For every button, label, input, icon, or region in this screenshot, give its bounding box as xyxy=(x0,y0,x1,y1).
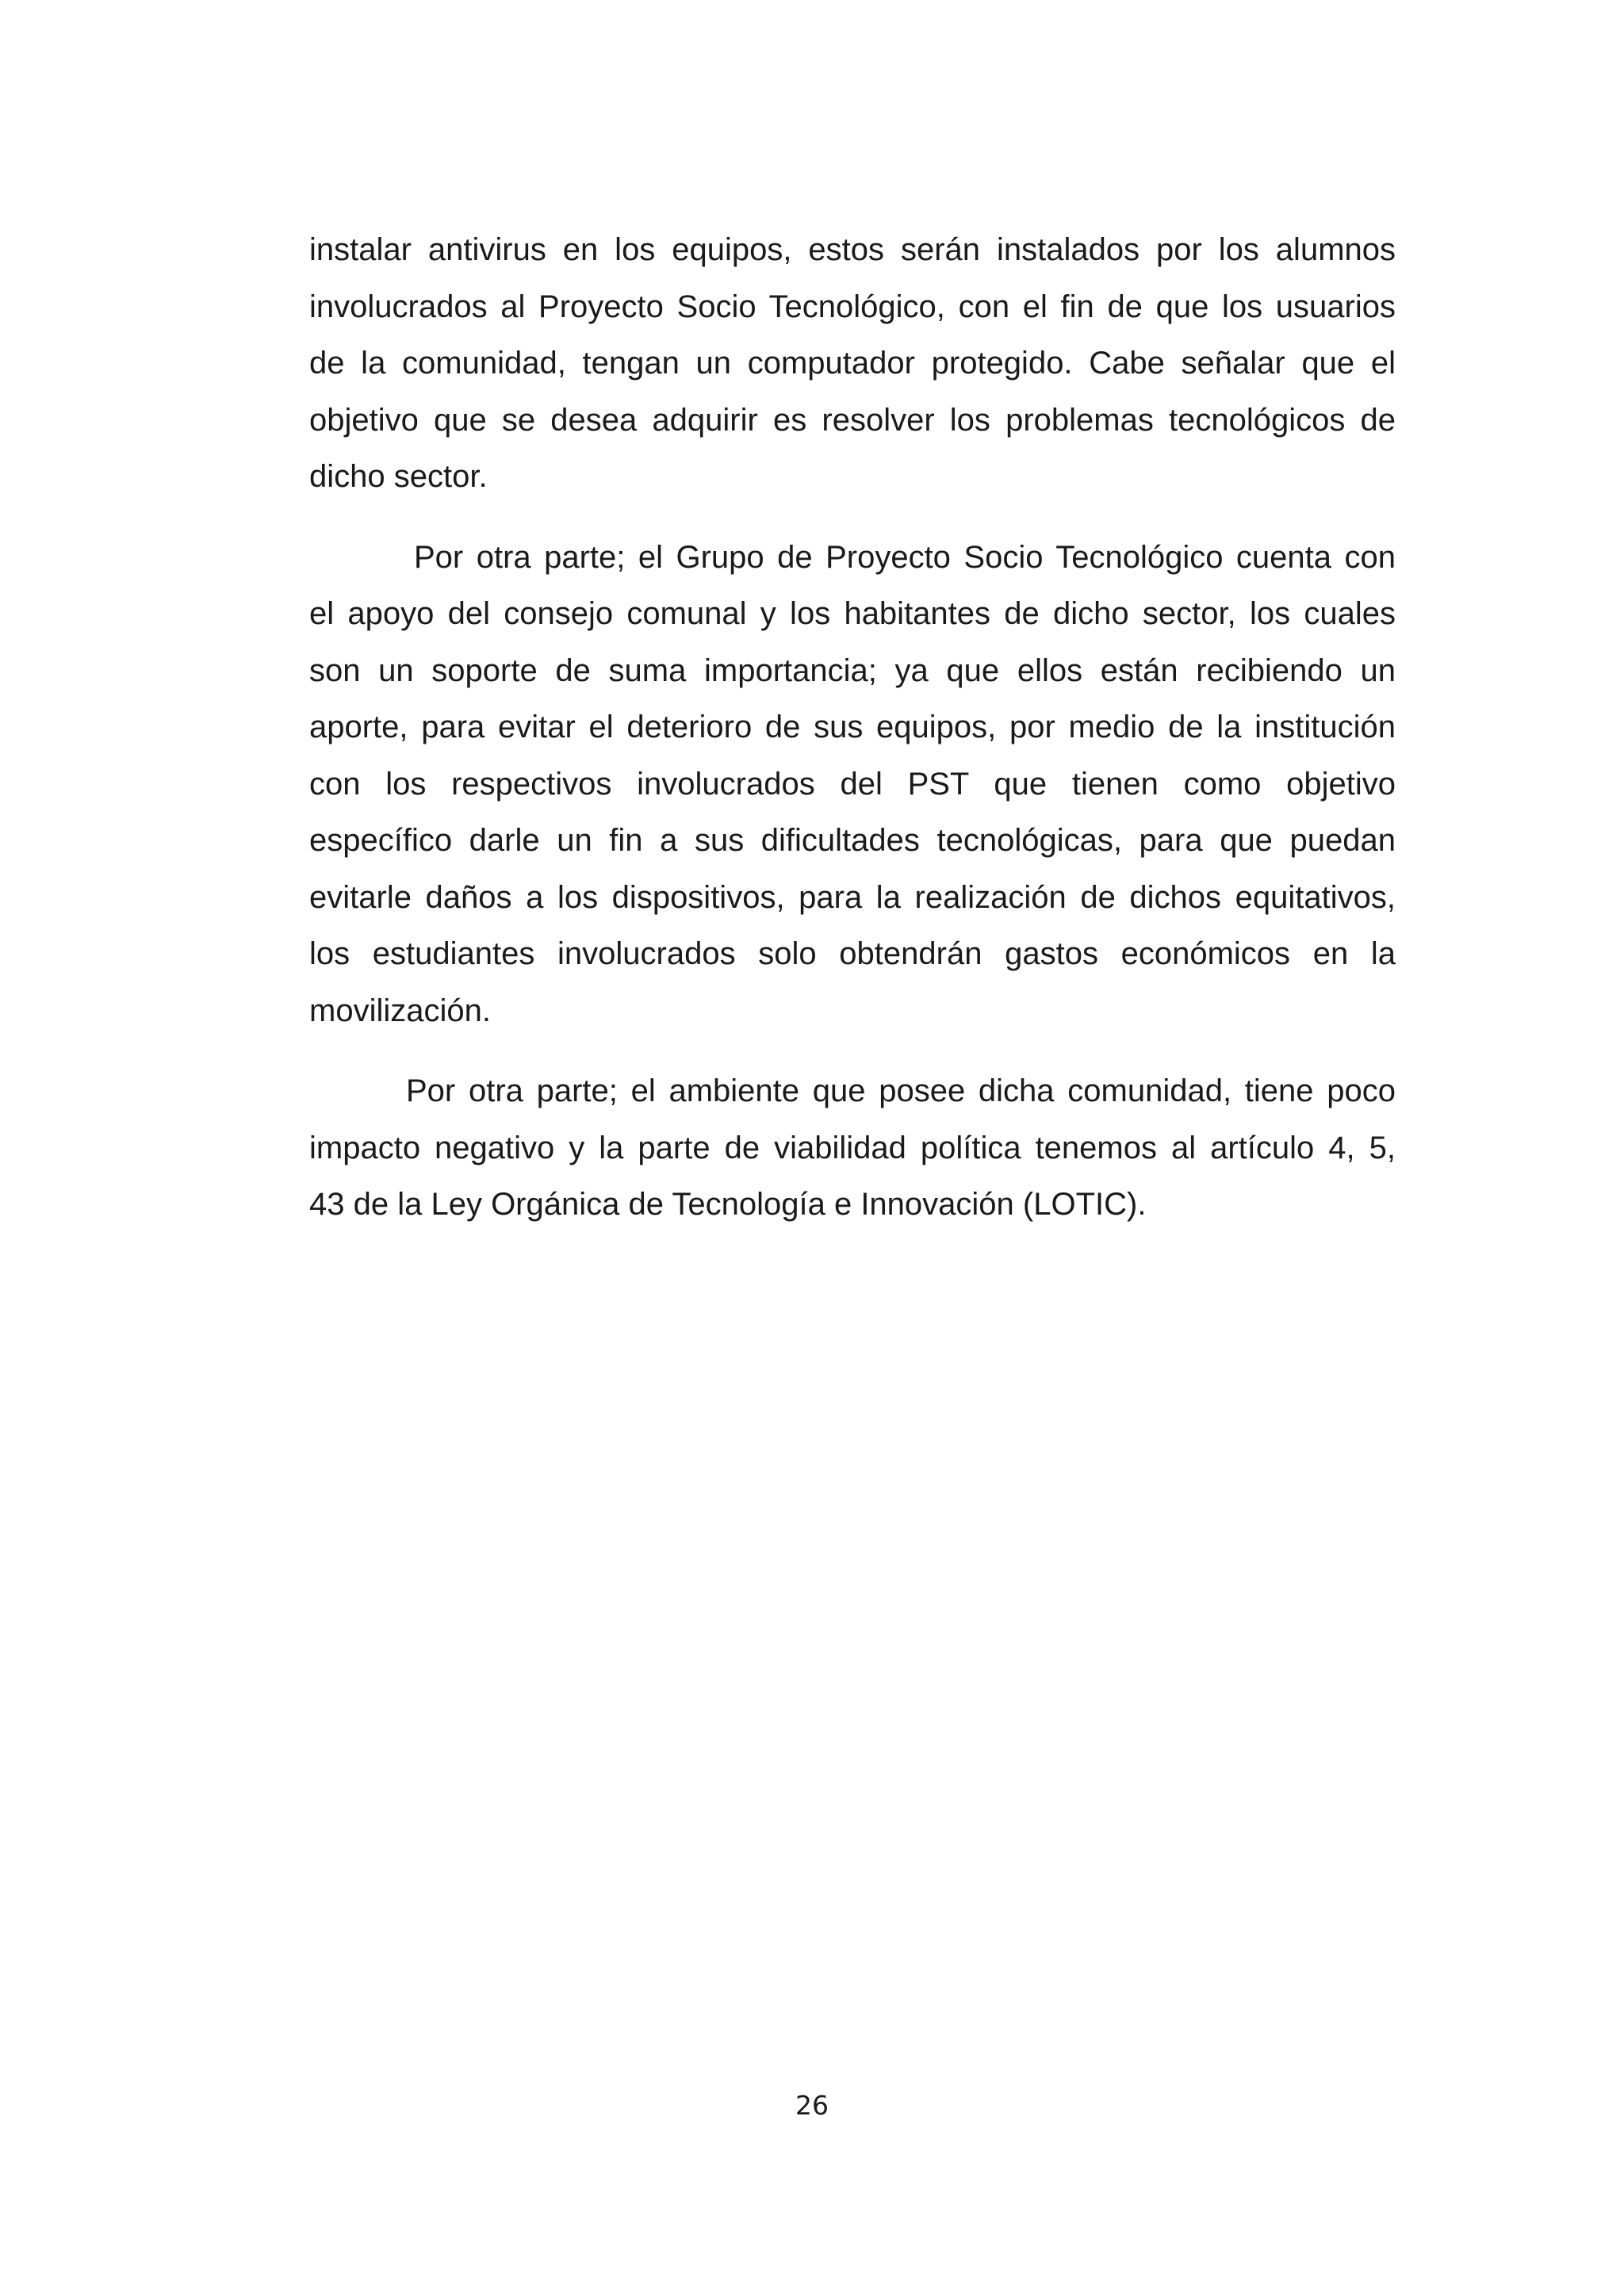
paragraph-line: de la comunidad, tengan un computador protegido. Cabe señalar que el xyxy=(309,346,1396,381)
paragraph-line: instalar antivirus en los equipos, estos serán instalados por los alumnos xyxy=(309,232,1396,267)
paragraph-1 xyxy=(309,222,1396,506)
paragraph-spacer xyxy=(309,1039,1396,1063)
paragraph-line: con los respectivos involucrados del PST que tienen como objetivo xyxy=(309,766,1396,802)
paragraph-line: evitarle daños a los dispositivos, para la realización de dichos equitativos, xyxy=(309,879,1396,915)
page-number: 26 xyxy=(795,2090,829,2121)
paragraph-line: específico darle un fin a sus dificultades tecnológicas, para que puedan xyxy=(309,823,1396,858)
paragraph-line: objetivo que se desea adquirir es resolver los problemas tecnológicos de xyxy=(309,402,1396,438)
paragraph-spacer xyxy=(309,506,1396,530)
paragraph-line: movilización. xyxy=(309,993,491,1028)
paragraph-line: los estudiantes involucrados solo obtendrán gastos económicos en la xyxy=(309,936,1396,971)
paragraph-3 xyxy=(309,1063,1396,1234)
paragraph-line: aporte, para evitar el deterioro de sus equipos, por medio de la institución xyxy=(309,710,1396,744)
paragraph-line: involucrados al Proyecto Socio Tecnológico, con el fin de que los usuarios xyxy=(309,289,1396,324)
paragraph-2 xyxy=(309,530,1396,1040)
paragraph-line: el apoyo del consejo comunal y los habitantes de dicho sector, los cuales xyxy=(309,596,1396,631)
paragraph-line: 43 de la Ley Orgánica de Tecnología e Innovación (LOTIC). xyxy=(309,1187,1147,1222)
paragraph-line: dicho sector. xyxy=(309,459,488,494)
paragraph-line: impacto negativo y la parte de viabilidad política tenemos al artículo 4, 5, xyxy=(309,1130,1396,1165)
paragraph-line: Por otra parte; el ambiente que posee dicha comunidad, tiene poco xyxy=(406,1073,1396,1108)
document-body xyxy=(309,222,1396,1234)
paragraph-line: son un soporte de suma importancia; ya que ellos están recibiendo un xyxy=(309,652,1396,688)
paragraph-line: Por otra parte; el Grupo de Proyecto Socio Tecnológico cuenta con xyxy=(414,539,1396,575)
